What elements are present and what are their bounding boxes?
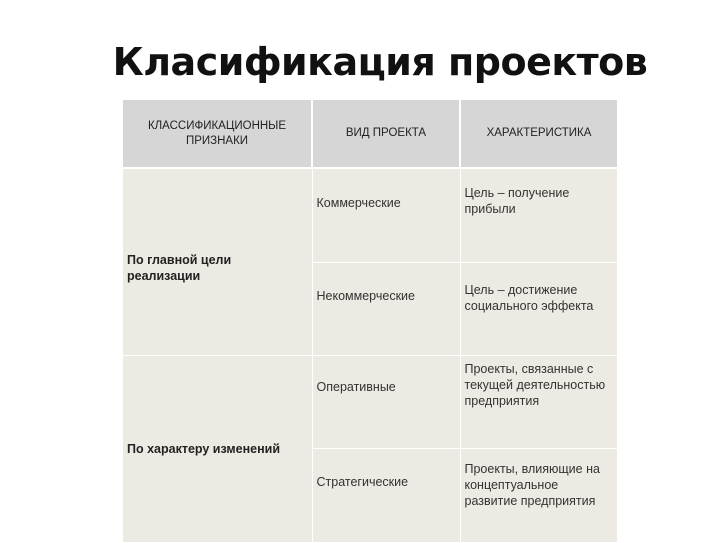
- header-characteristic: ХАРАКТЕРИСТИКА: [460, 100, 617, 168]
- criterion-cell: [123, 168, 312, 356]
- header-project-type: ВИД ПРОЕКТА: [312, 100, 460, 168]
- project-type-cell: Оперативные: [312, 356, 460, 449]
- criterion-cell: [123, 356, 312, 543]
- project-type-cell: Некоммерческие: [312, 263, 460, 356]
- classification-table: [123, 100, 617, 543]
- page-title: Класификация проектов: [112, 40, 648, 84]
- table-row: [123, 356, 617, 449]
- criterion-label: По главной цели реализации: [127, 253, 232, 283]
- characteristic-cell: Цель – получение прибыли: [460, 168, 617, 263]
- table-row: [123, 168, 617, 263]
- project-type-cell: Стратегические: [312, 449, 460, 543]
- characteristic-cell: Цель – достижение социального эффекта: [460, 263, 617, 356]
- table-header-row: [123, 100, 617, 168]
- criterion-label: По характеру изменений: [127, 442, 281, 456]
- characteristic-cell: Проекты, влияющие на концептуальное развитие предприятия: [460, 449, 617, 543]
- characteristic-cell: Проекты, связанные с текущей деятельностью предприятия: [460, 356, 617, 449]
- header-criteria: КЛАССИФИКАЦИОННЫЕ ПРИЗНАКИ: [123, 100, 312, 168]
- project-type-cell: Коммерческие: [312, 168, 460, 263]
- table: [123, 100, 617, 543]
